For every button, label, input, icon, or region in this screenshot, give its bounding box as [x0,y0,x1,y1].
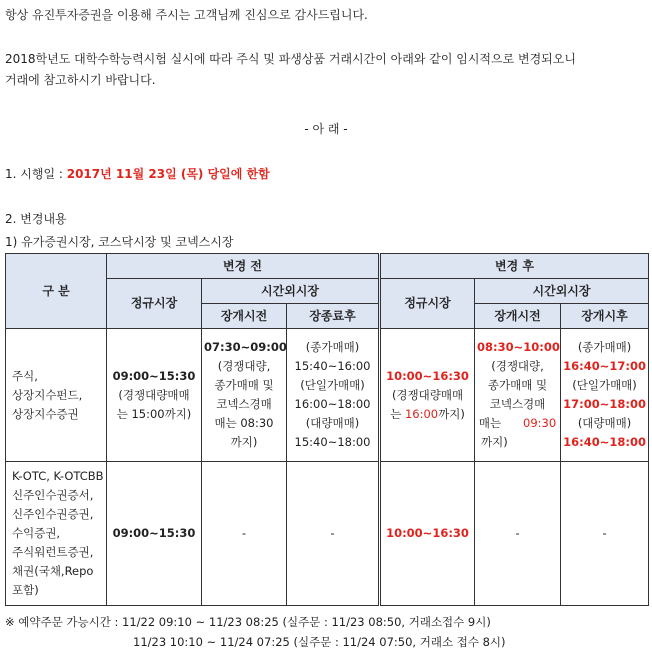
effective-date-label: 1. 시행일 : [5,167,63,181]
row2-after-postopen: - [561,462,649,606]
intro-text: 항상 유진투자증권을 이용해 주시는 고객님께 진심으로 감사드립니다. [5,8,368,22]
row2-after-regular: 10:00~16:30 [380,462,475,606]
table-row-otc [6,462,649,606]
item-effective-date [5,165,270,182]
row2-before-preopen: - [202,462,287,606]
row2-before-regular: 09:00~15:30 [107,462,202,606]
row1-after-postopen: (종가매매) 16:40~17:00 (단일가매매) 17:00~18:00 (대량매매) 16:40~18:00 [561,329,649,462]
row1-before-preopen: 07:30~09:00 (경쟁대량, 종가매매 및 코넥스경매 매는 08:30 까지) [202,329,287,462]
item-changes-subheading: 1) 유가증권시장, 코스닥시장 및 코넥스시장 [5,235,234,249]
row2-after-preopen: - [475,462,561,606]
effective-date-value: 2017년 11월 23일 (목) 당일에 한함 [66,167,270,181]
header-after-regular: 정규시장 [380,279,475,329]
row1-before-afterclose: (종가매매) 15:40~16:00 (단일가매매) 16:00~18:00 (대량매매) 15:40~18:00 [287,329,380,462]
header-category: 구 분 [6,254,107,329]
header-before-regular: 정규시장 [107,279,202,329]
section-divider-title: - 아 래 - [304,122,348,136]
notice-paragraph-line2: 거래에 참고하시기 바랍니다. [5,73,156,87]
notice-paragraph-line1: 2018학년도 대학수학능력시험 실시에 따라 주식 및 파생상품 거래시간이 아래와 같이 임시적으로 변경되오니 [5,52,576,66]
row1-after-regular: 10:00~16:30 (경쟁대량매매 는 16:00까지) [380,329,475,462]
row1-after-preopen: 08:30~10:00 (경쟁대량, 종가매매 및 코넥스경매 매는 09:30 까지) [475,329,561,462]
header-before-afterclose: 장종료후 [287,304,380,329]
table-row-stocks [6,329,649,462]
header-before-offhours: 시간외시장 [202,279,380,304]
trading-hours-table [5,253,649,606]
header-before-preopen: 장개시전 [202,304,287,329]
header-before-change: 변경 전 [107,254,380,279]
reservation-note-line2: 11/23 10:10 ~ 11/24 07:25 (실주문 : 11/24 07:50, 거래소 접수 8시) [133,635,506,649]
row2-before-afterclose: - [287,462,380,606]
row1-before-regular: 09:00~15:30 (경쟁대량매매 는 15:00까지) [107,329,202,462]
header-after-offhours: 시간외시장 [475,279,649,304]
header-after-preopen: 장개시전 [475,304,561,329]
row1-category: 주식, 상장지수펀드, 상장지수증권 [6,329,107,462]
header-after-postopen: 장개시후 [561,304,649,329]
reservation-note-line1: ※ 예약주문 가능시간 : 11/22 09:10 ~ 11/23 08:25 (실주문 : 11/23 08:50, 거래소접수 9시) [5,615,491,629]
item-changes-heading: 2. 변경내용 [5,212,67,226]
row2-category: K-OTC, K-OTCBB 신주인수권증서, 신주인수권증권, 수익증권, 주식워런트증권, 채권(국채,Repo 포함) [6,462,107,606]
header-after-change: 변경 후 [380,254,649,279]
